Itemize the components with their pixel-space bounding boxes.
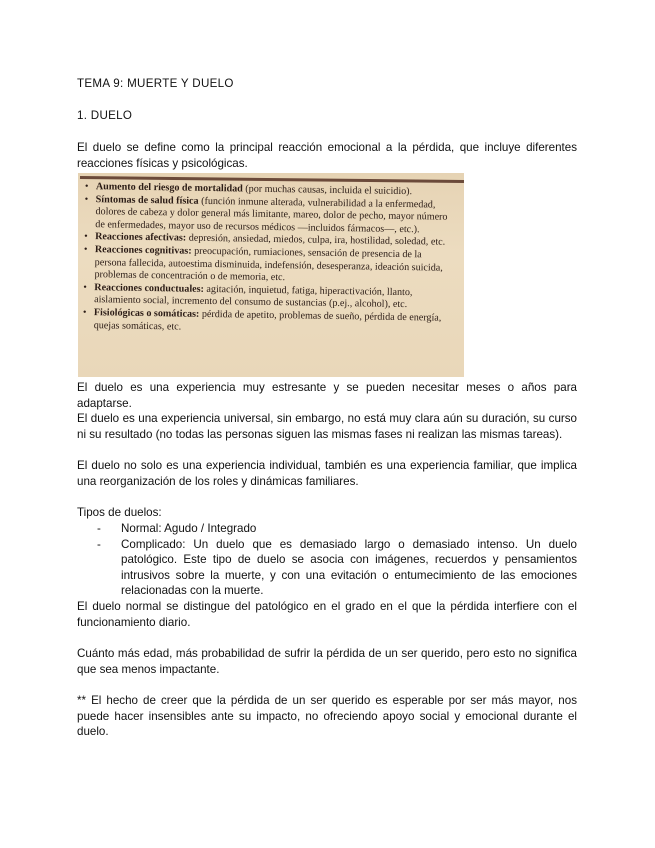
- type-item-normal: - Normal: Agudo / Integrado: [97, 521, 577, 537]
- paragraph-stress: El duelo es una experiencia muy estresante y se pueden necesitar meses o años para adaptarse.: [77, 381, 577, 410]
- scanned-excerpt-image: [78, 173, 464, 377]
- scan-list-item: • Reacciones afectivas: depresión, ansiedad, miedos, culpa, ira, hostilidad, soledad, etc.: [83, 231, 455, 249]
- scan-bullet-list: [82, 181, 456, 338]
- scan-list-item: • Fisiológicas o somáticas: pérdida de apetito, problemas de sueño, pérdida de energía, quejas somáticas, etc.: [82, 307, 454, 338]
- paragraph-family: El duelo no solo es una experiencia individual, también es una experiencia familiar, que implica una reorganización de los roles y dinámicas familiares.: [77, 459, 577, 488]
- section-heading: 1. DUELO: [77, 109, 133, 122]
- types-heading: Tipos de duelos:: [77, 506, 162, 519]
- scan-list-item: • Aumento del riesgo de mortalidad (por muchas causas, incluida el suicidio).: [84, 181, 456, 199]
- intro-paragraph: El duelo se define como la principal reacción emocional a la pérdida, que incluye diferentes reacciones físicas y psicológicas.: [77, 141, 577, 170]
- scan-list-item: • Reacciones cognitivas: preocupación, rumiaciones, sensación de presencia de la persona fallecida, autoestima disminuida, indefensión, desesperanza, ideación suicida, problemas de concentración o de memoria, etc.: [82, 244, 455, 288]
- types-list: [97, 521, 577, 599]
- paragraph-age: Cuánto más edad, más probabilidad de sufrir la pérdida de un ser querido, pero esto no significa que sea menos impactante.: [77, 647, 577, 676]
- type-item-complicated: - Complicado: Un duelo que es demasiado largo o demasiado intenso. Un duelo patológico. Este tipo de duelo se asocia con imágenes, recuerdos y pensamientos intrusivos sobre la muerte, y con una evitación o entumecimiento de las emociones relacionadas con la muerte.: [97, 537, 577, 599]
- paragraph-normal-vs-pathological: El duelo normal se distingue del patológico en el grado en el que la pérdida interfiere con el funcionamiento diario.: [77, 600, 577, 629]
- page-title: TEMA 9: MUERTE Y DUELO: [77, 77, 234, 90]
- scan-list-item: • Reacciones conductuales: agitación, inquietud, fatiga, hiperactivación, llanto, aislamiento social, incremento del consumo de sustancias (p.ej., alcohol), etc.: [82, 282, 454, 313]
- scan-list-item: • Síntomas de salud física (función inmune alterada, vulnerabilidad a la enfermedad, dolores de cabeza y dolor general más limitante, mareo, dolor de pecho, mayor número de enfermedades, mayor uso de recursos médicos —incluidos fármacos—, etc.).: [83, 194, 456, 238]
- paragraph-note: ** El hecho de creer que la pérdida de un ser querido es esperable por ser más mayor, nos puede hacer insensibles ante su impacto, no ofreciendo apoyo social y emocional durante el duelo.: [77, 694, 577, 738]
- paragraph-universal: El duelo es una experiencia universal, sin embargo, no está muy clara aún su duración, su curso ni su resultado (no todas las personas siguen las mismas fases ni realizan las mismas tareas).: [77, 412, 577, 441]
